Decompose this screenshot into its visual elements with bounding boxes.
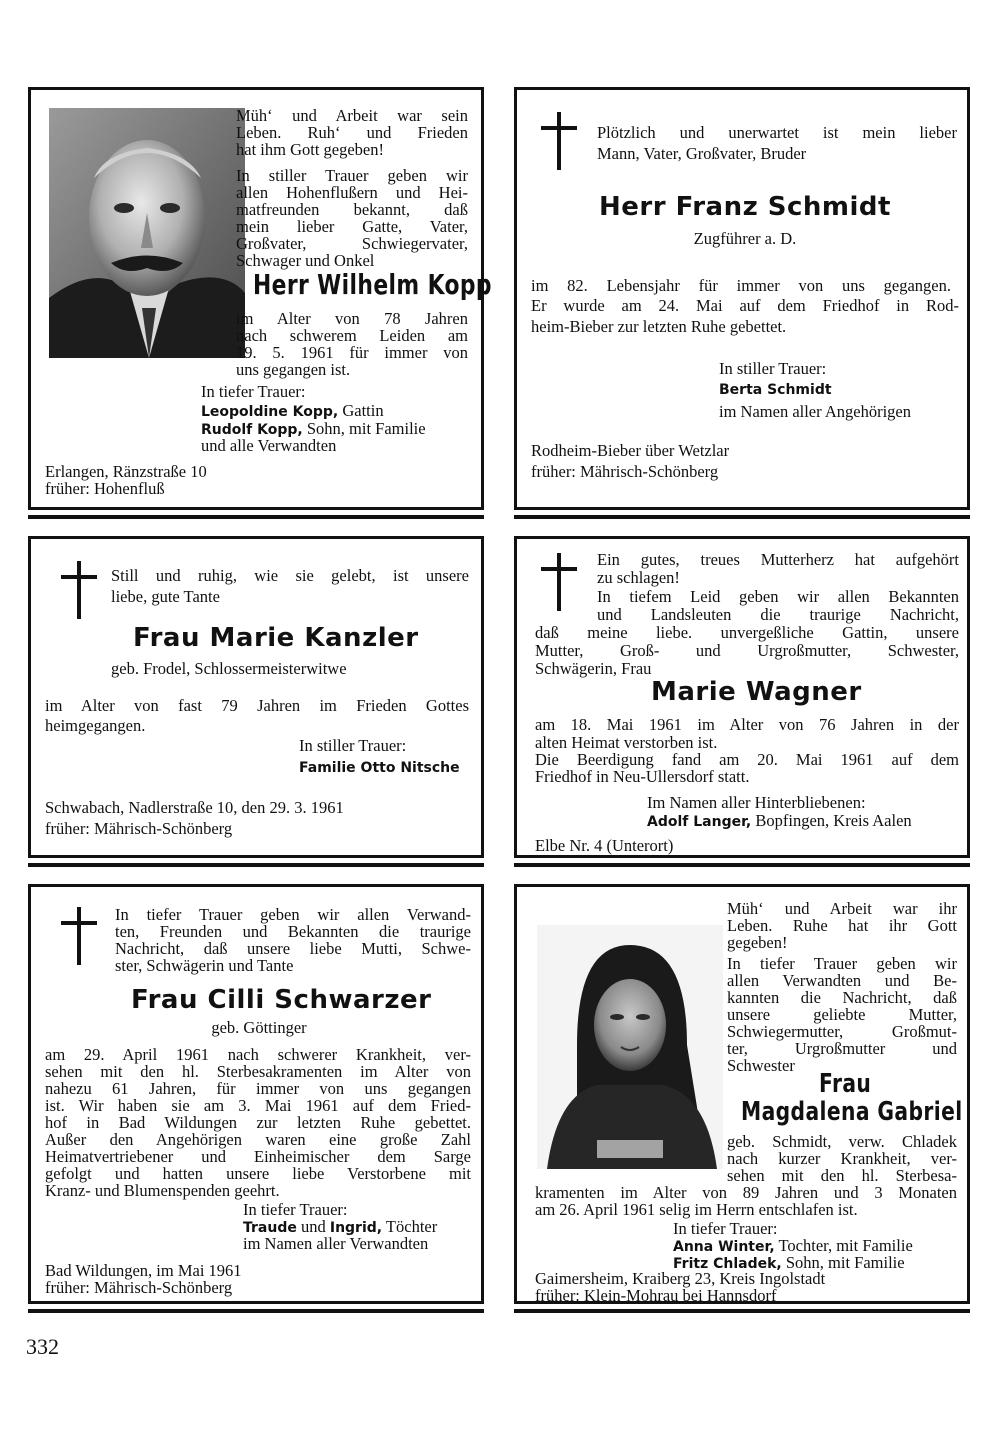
text-line: kannten die Nachricht, daß xyxy=(727,988,957,1007)
mourner-line: im Namen aller Angehörigen xyxy=(719,402,911,421)
address-line: Bad Wildungen, im Mai 1961 xyxy=(45,1261,242,1280)
text-line: Müh‘ und Arbeit war ihr xyxy=(727,899,957,918)
address-line: Gaimersheim, Kraiberg 23, Kreis Ingolstadt xyxy=(535,1269,826,1288)
text-line: Müh‘ und Arbeit war sein xyxy=(236,106,468,125)
text-line: sehen mit den hl. Sterbesa- xyxy=(727,1166,957,1185)
text-line: Schwager und Onkel xyxy=(236,251,375,270)
text-line: und Landsleuten die traurige Nachricht, xyxy=(597,605,959,624)
mourners-label: In tiefer Trauer: xyxy=(243,1200,348,1219)
text-line: Leben. Ruhe hat ihr Gott xyxy=(727,916,957,935)
text-line: gefolgt und hatten unsere liebe Verstorbene mit xyxy=(45,1164,471,1183)
text-line: im Alter von fast 79 Jahren im Frieden Gottes xyxy=(45,696,469,715)
notice-marie-wagner xyxy=(514,536,970,858)
text-line: mein lieber Gatte, Vater, xyxy=(236,217,468,236)
text-line: Friedhof in Neu-Ullersdorf statt. xyxy=(535,767,750,786)
deceased-name: Frau Marie Kanzler xyxy=(133,623,419,653)
text-line: Schwägerin, Frau xyxy=(535,659,652,678)
mourner-relation: Tochter, mit Familie xyxy=(774,1236,913,1255)
text-line: im 82. Lebensjahr für immer von uns gegangen. xyxy=(531,276,951,295)
text-line: Schwiegermutter, Großmut- xyxy=(727,1022,957,1041)
text-line: hat ihm Gott gegeben! xyxy=(236,140,385,159)
portrait-photo-woman xyxy=(537,925,723,1169)
address-line: Schwabach, Nadlerstraße 10, den 29. 3. 1961 xyxy=(45,798,344,817)
text-line: zu schlagen! xyxy=(597,568,680,587)
text-line: ten, Freunden und Bekannten die traurige xyxy=(115,922,471,941)
text-line: In stiller Trauer geben wir xyxy=(236,166,468,185)
text-line: am 18. Mai 1961 im Alter von 76 Jahren in der xyxy=(535,715,959,734)
mourner-name: Familie Otto Nitsche xyxy=(299,760,460,776)
text-line: In tiefer Trauer geben wir xyxy=(727,954,957,973)
deceased-name: Magdalena Gabriel xyxy=(741,1097,963,1127)
text-line: am 26. April 1961 selig im Herrn entschlafen ist. xyxy=(535,1200,858,1219)
text-line: nach kurzer Krankheit, ver- xyxy=(727,1149,957,1168)
mourner-name: Adolf Langer, xyxy=(647,814,752,830)
notice-franz-schmidt xyxy=(514,87,970,510)
address-line: früher: Hohenfluß xyxy=(45,479,165,498)
text-line: nahezu 61 Jahren, für immer von uns gegangen xyxy=(45,1079,471,1098)
text-line: Großvater, Schwiegervater, xyxy=(236,234,468,253)
text-line: Kranz- und Blumenspenden geehrt. xyxy=(45,1181,280,1200)
mourners-label: In tiefer Trauer: xyxy=(201,382,306,401)
text-line: Mann, Vater, Großvater, Bruder xyxy=(597,144,807,163)
text-line: ster, Schwägerin und Tante xyxy=(115,956,294,975)
address-line: früher: Klein-Mohrau bei Hannsdorf xyxy=(535,1286,777,1305)
text-line: heim-Bieber zur letzten Ruhe gebettet. xyxy=(531,317,787,336)
address-line: Rodheim-Bieber über Wetzlar xyxy=(531,441,730,460)
birth-name: geb. Göttinger xyxy=(211,1018,307,1037)
text-line: Er wurde am 24. Mai auf dem Friedhof in Rod- xyxy=(531,296,959,315)
text-line: Nachricht, daß unsere liebe Mutti, Schwe- xyxy=(115,939,471,958)
address-line: früher: Mährisch-Schönberg xyxy=(531,462,719,481)
text-line: geb. Schmidt, verw. Chladek xyxy=(727,1132,957,1151)
text-line: daß meine liebe. unvergeßliche Gattin, unsere xyxy=(535,623,959,642)
deceased-name: Frau Cilli Schwarzer xyxy=(131,985,432,1015)
notice-marie-kanzler xyxy=(28,536,484,858)
text-line: am 29. April 1961 nach schwerer Krankheit, ver- xyxy=(45,1045,471,1064)
text-line: 19. 5. 1961 für immer von xyxy=(236,343,468,362)
text-line: alten Heimat verstorben ist. xyxy=(535,733,718,752)
mourner-relation: Gattin xyxy=(338,401,384,420)
mourner-name: Berta Schmidt xyxy=(719,382,832,398)
address-line: früher: Mährisch-Schönberg xyxy=(45,819,233,838)
mourner-name: Traude xyxy=(243,1220,297,1236)
text-line: uns gegangen ist. xyxy=(236,360,351,379)
deceased-title: Frau xyxy=(819,1069,872,1099)
mourners-label: In stiller Trauer: xyxy=(299,736,407,755)
text-line: In tiefer Trauer geben wir allen Verwand- xyxy=(115,905,471,924)
text-line: Außer den Angehörigen waren eine große Zahl xyxy=(45,1130,471,1149)
deceased-name: Herr Wilhelm Kopp xyxy=(253,268,492,301)
text-line: ter, Urgroßmutter und xyxy=(727,1039,957,1058)
mourner-name: Leopoldine Kopp, xyxy=(201,404,339,420)
text-line: matfreunden bekannt, daß xyxy=(236,200,468,219)
text-line: im Alter von 78 Jahren xyxy=(236,309,468,328)
deceased-name: Marie Wagner xyxy=(651,677,862,707)
mourner-name: Ingrid, xyxy=(329,1220,383,1236)
notice-wilhelm-kopp xyxy=(28,87,492,510)
mourners-label: Im Namen aller Hinterbliebenen: xyxy=(647,793,866,812)
text-line: unsere geliebte Mutter, xyxy=(727,1005,957,1024)
mourner-conjunction: und xyxy=(296,1217,330,1236)
text-line: ist. Wir haben sie am 3. Mai 1961 auf dem Fried- xyxy=(45,1096,471,1115)
deceased-name: Herr Franz Schmidt xyxy=(599,192,891,222)
text-line: heimgegangen. xyxy=(45,716,146,735)
text-line: Heimatvertriebener und Einheimischer dem Sarge xyxy=(45,1147,471,1166)
mourner-name: Anna Winter, xyxy=(673,1239,775,1255)
notice-cilli-schwarzer xyxy=(28,884,484,1304)
address-line: Erlangen, Ränzstraße 10 xyxy=(45,462,207,481)
mourner-relation: Bopfingen, Kreis Aalen xyxy=(751,811,912,830)
address-line: Elbe Nr. 4 (Unterort) xyxy=(535,836,674,855)
text-line: allen Verwandten und Be- xyxy=(727,971,957,990)
text-line: allen Hohenflußern und Hei- xyxy=(236,183,468,202)
text-line: liebe, gute Tante xyxy=(111,587,220,606)
text-line: Mutter, Groß- und Urgroßmutter, Schwester, xyxy=(535,641,959,660)
mourners-label: In stiller Trauer: xyxy=(719,359,827,378)
text-line: nach schwerem Leiden am xyxy=(236,326,468,345)
text-line: Still und ruhig, wie sie gelebt, ist unsere xyxy=(111,566,469,585)
birth-name: geb. Frodel, Schlossermeisterwitwe xyxy=(111,659,347,678)
page-number: 332 xyxy=(26,1334,59,1359)
mourner-relation: Sohn, mit Familie xyxy=(781,1253,905,1272)
text-line: hof in Bad Wildungen zur letzten Ruhe gebettet. xyxy=(45,1113,471,1132)
mourner-name: Fritz Chladek, xyxy=(673,1256,782,1272)
portrait-photo-man xyxy=(49,108,245,358)
occupation: Zugführer a. D. xyxy=(693,229,797,248)
text-line: Die Beerdigung fand am 20. Mai 1961 auf dem xyxy=(535,750,959,769)
text-line: Ein gutes, treues Mutterherz hat aufgehört xyxy=(597,550,959,569)
text-line: gegeben! xyxy=(727,933,788,952)
address-line: früher: Mährisch-Schönberg xyxy=(45,1278,233,1297)
text-line: Leben. Ruh‘ und Frieden xyxy=(236,123,468,142)
mourners-label: In tiefer Trauer: xyxy=(673,1219,778,1238)
text-line: Schwester xyxy=(727,1056,795,1075)
text-line: sehen mit den hl. Sterbesakramenten im Alter von xyxy=(45,1062,471,1081)
text-line: Plötzlich und unerwartet ist mein lieber xyxy=(597,123,957,142)
mourner-relation: Sohn, mit Familie xyxy=(302,419,426,438)
notice-magdalena-gabriel xyxy=(514,884,970,1304)
text-line: In tiefem Leid geben wir allen Bekannten xyxy=(597,587,959,606)
mourner-relation: Töchter xyxy=(382,1217,438,1236)
text-line: kramenten im Alter von 89 Jahren und 3 Monaten xyxy=(535,1183,957,1202)
mourner-name: Rudolf Kopp, xyxy=(201,422,303,438)
mourner-line: im Namen aller Verwandten xyxy=(243,1234,429,1253)
mourner-line: und alle Verwandten xyxy=(201,436,337,455)
